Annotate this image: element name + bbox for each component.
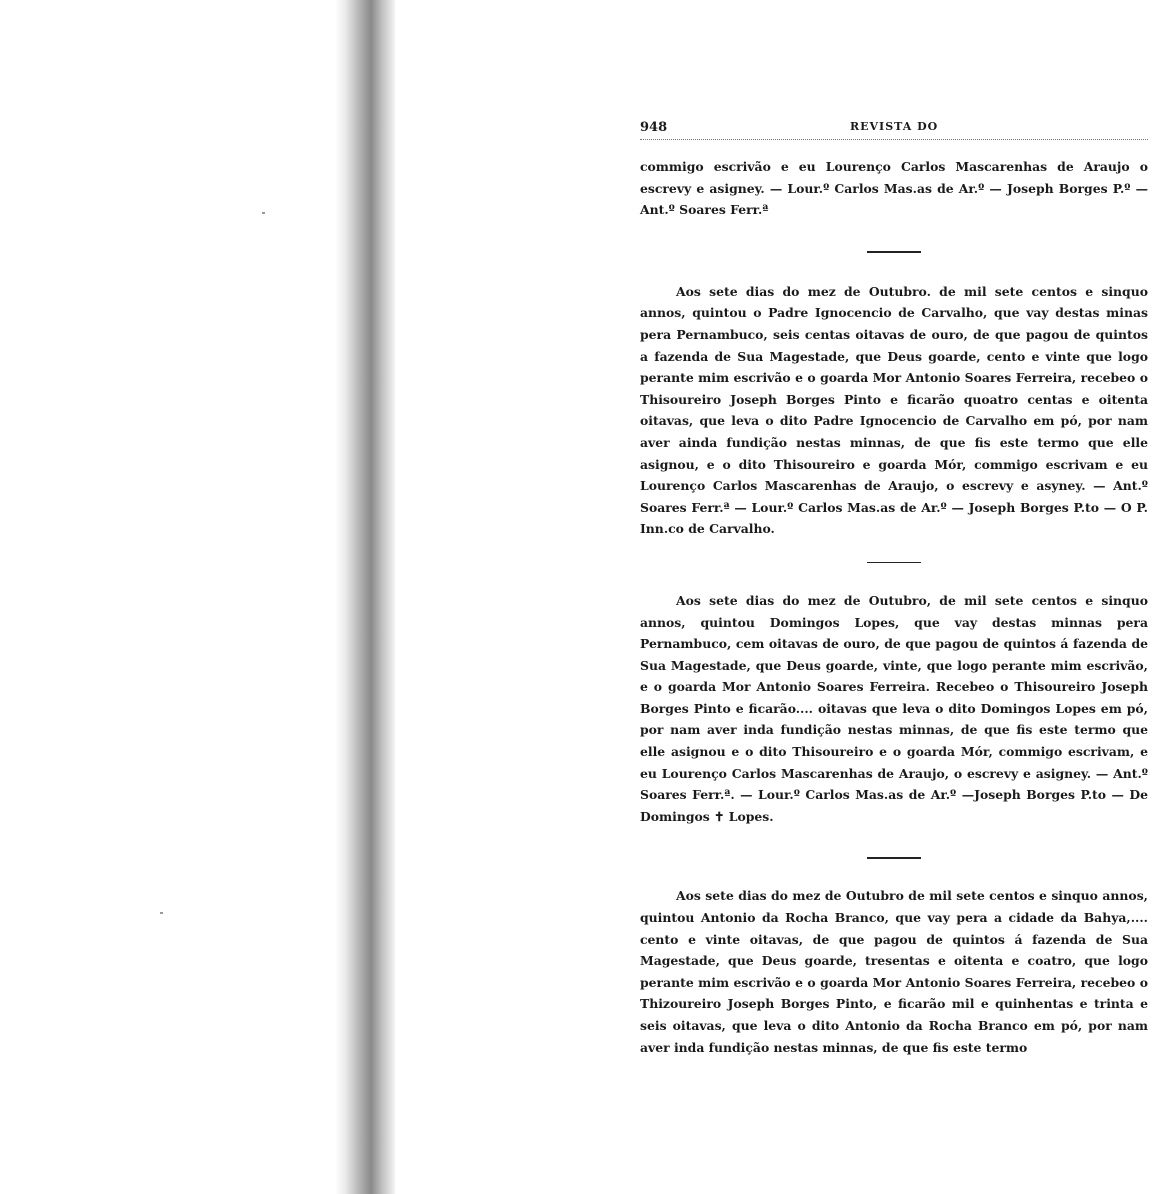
paragraph-entry-2: Aos sete dias do mez de Outubro, de mil sete centos e sinquo annos, quintou Domingos Lopes, que vay destas minnas pera Pernambuco, cem oitavas de ouro, de que pagou de quintos á fazenda de Sua Magestade, que Deus goarde, vinte, que logo perante mim escrivão, e o goarda Mor Antonio Soares Ferreira. Recebeo o Thisoureiro Joseph Borges Pinto e ficarão.... oitavas que leva o dito Domingos Lopes em pó, por nam aver inda fundição nestas minnas, de que fis este termo que elle asignou e o dito Thisoureiro e o goarda Mór, commigo escrivam, e eu Lourenço Carlos Mascarenhas de Araujo, o escrevy e asigney. — Ant.º Soares Ferr.ª. — Lour.º Carlos Mas.as de Ar.º —Joseph Borges P.to — De Domingos ✝ Lopes. <box>640 592 1148 824</box>
book-gutter-shadow <box>335 0 395 1194</box>
running-head: REVISTA DO <box>850 120 939 133</box>
paragraph-entry-1: Aos sete dias do mez de Outubro. de mil sete centos e sinquo annos, quintou o Padre Ignocencio de Carvalho, que vay destas minas pera Pernambuco, seis centas oitavas de ouro, de que pagou de quintos a fazenda de Sua Magestade, que Deus goarde, cento e vinte que logo perante mim escrivão e o goarda Mor Antonio Soares Ferreira, recebeo o Thisoureiro Joseph Borges Pinto e ficarão quoatro centas e oitenta oitavas, que leva o dito Padre Ignocencio de Carvalho em pó, por nam aver ainda fundição nestas minnas, de que fis este termo que elle asignou, e o dito Thisoureiro e goarda Mór, commigo escrivam e eu Lourenço Carlos Mascarenhas de Araujo, o escrevy e asyney. — Ant.º Soares Ferr.ª — Lour.º Carlos Mas.as de Ar.º — Joseph Borges P.to — O P. Inn.co de Carvalho. <box>640 283 1148 537</box>
scan-speck <box>262 212 265 214</box>
page-number: 948 <box>640 120 668 135</box>
page-header <box>640 120 1148 140</box>
paragraph-entry-3: Aos sete dias do mez de Outubro de mil sete centos e sinquo annos, quintou Antonio da Rocha Branco, que vay pera a cidade da Bahya,.... cento e vinte oitavas, de que pagou de quintos á fazenda de Sua Magestade, que Deus goarde, tresentas e oitenta e coatro, que logo perante mim escrivão e o goarda Mor Antonio Soares Ferreira, recebeo o Thizoureiro Joseph Borges Pinto, e ficarão mil e quinhentas e trinta e seis oitavas, que leva o dito Antonio da Rocha Branco em pó, por nam aver inda fundição nestas minnas, de que fis este termo <box>640 888 1148 1055</box>
paragraph-continuation: commigo escrivão e eu Lourenço Carlos Mascarenhas de Araujo o escrevy e asigney. — Lour.º Carlos Mas.as de Ar.º — Joseph Borges P.º — Ant.º Soares Ferr.ª <box>640 159 1148 218</box>
scan-speck <box>160 912 163 914</box>
text-page <box>640 120 1148 1058</box>
facing-page-blank <box>0 0 345 1194</box>
